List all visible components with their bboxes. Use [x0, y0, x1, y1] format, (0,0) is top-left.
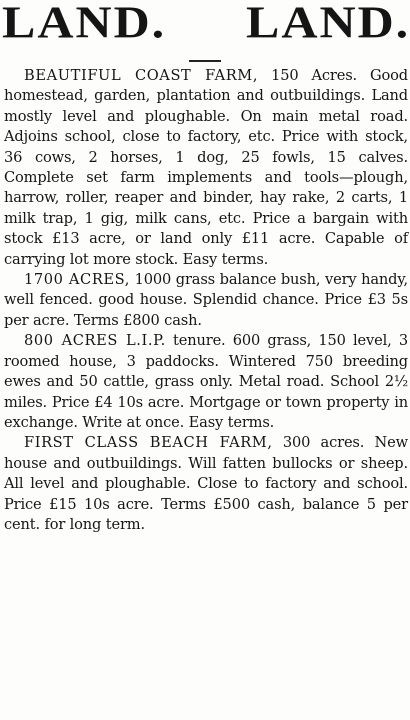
- listing-800-acres: [4, 331, 408, 433]
- listing-body: tenure. 600 grass, 150 level, 3 roomed house, 3 paddocks. Wintered 750 breeding ewes and 50 cattle, grass only. Metal road. School 2½ miles. Price £4 10s acre. Mortgage or town property in exchange. Write at once. Easy terms.: [4, 332, 408, 431]
- headline-right: LAND.: [246, 0, 410, 48]
- listing-title: 1700 ACRES,: [24, 271, 130, 289]
- headline: [0, 0, 410, 52]
- headline-left: LAND.: [2, 0, 167, 48]
- listing-title: FIRST CLASS BEACH FARM,: [24, 434, 273, 452]
- classified-column: [4, 66, 408, 535]
- listing-body: 300 acres. New house and outbuildings. Will fatten bullocks or sheep. All level and ploughable. Close to factory and school. Price £15 10s acre. Terms £500 cash, balance 5 per cent. for long term.: [4, 434, 408, 533]
- divider-rule: [189, 60, 221, 62]
- listing-title: BEAUTIFUL COAST FARM,: [24, 67, 259, 84]
- listing-coast-farm: [4, 66, 408, 270]
- listing-beach-farm: [4, 433, 408, 535]
- listing-body: 150 Acres. Good homestead, garden, plantation and outbuildings. Land mostly level and ploughable. On main metal road. Adjoins school, close to factory, etc. Price with stock, 36 cows, 2 horses, 1 dog, 25 fowls, 15 calves. Complete set farm implements and tools—plough, harrow, roller, reaper and binder, hay rake, 2 carts, 1 milk trap, 1 gig, milk cans, etc. Price a bargain with stock £13 acre, or land only £11 acre. Capable of carrying lot more stock. Easy terms.: [4, 67, 409, 268]
- listing-title: 800 ACRES L.I.P.: [24, 332, 166, 350]
- listing-1700-acres: [4, 270, 408, 331]
- listing-body: 1000 grass balance bush, very handy, well fenced. good house. Splendid chance. Price £3 5s per acre. Terms £800 cash.: [4, 271, 408, 329]
